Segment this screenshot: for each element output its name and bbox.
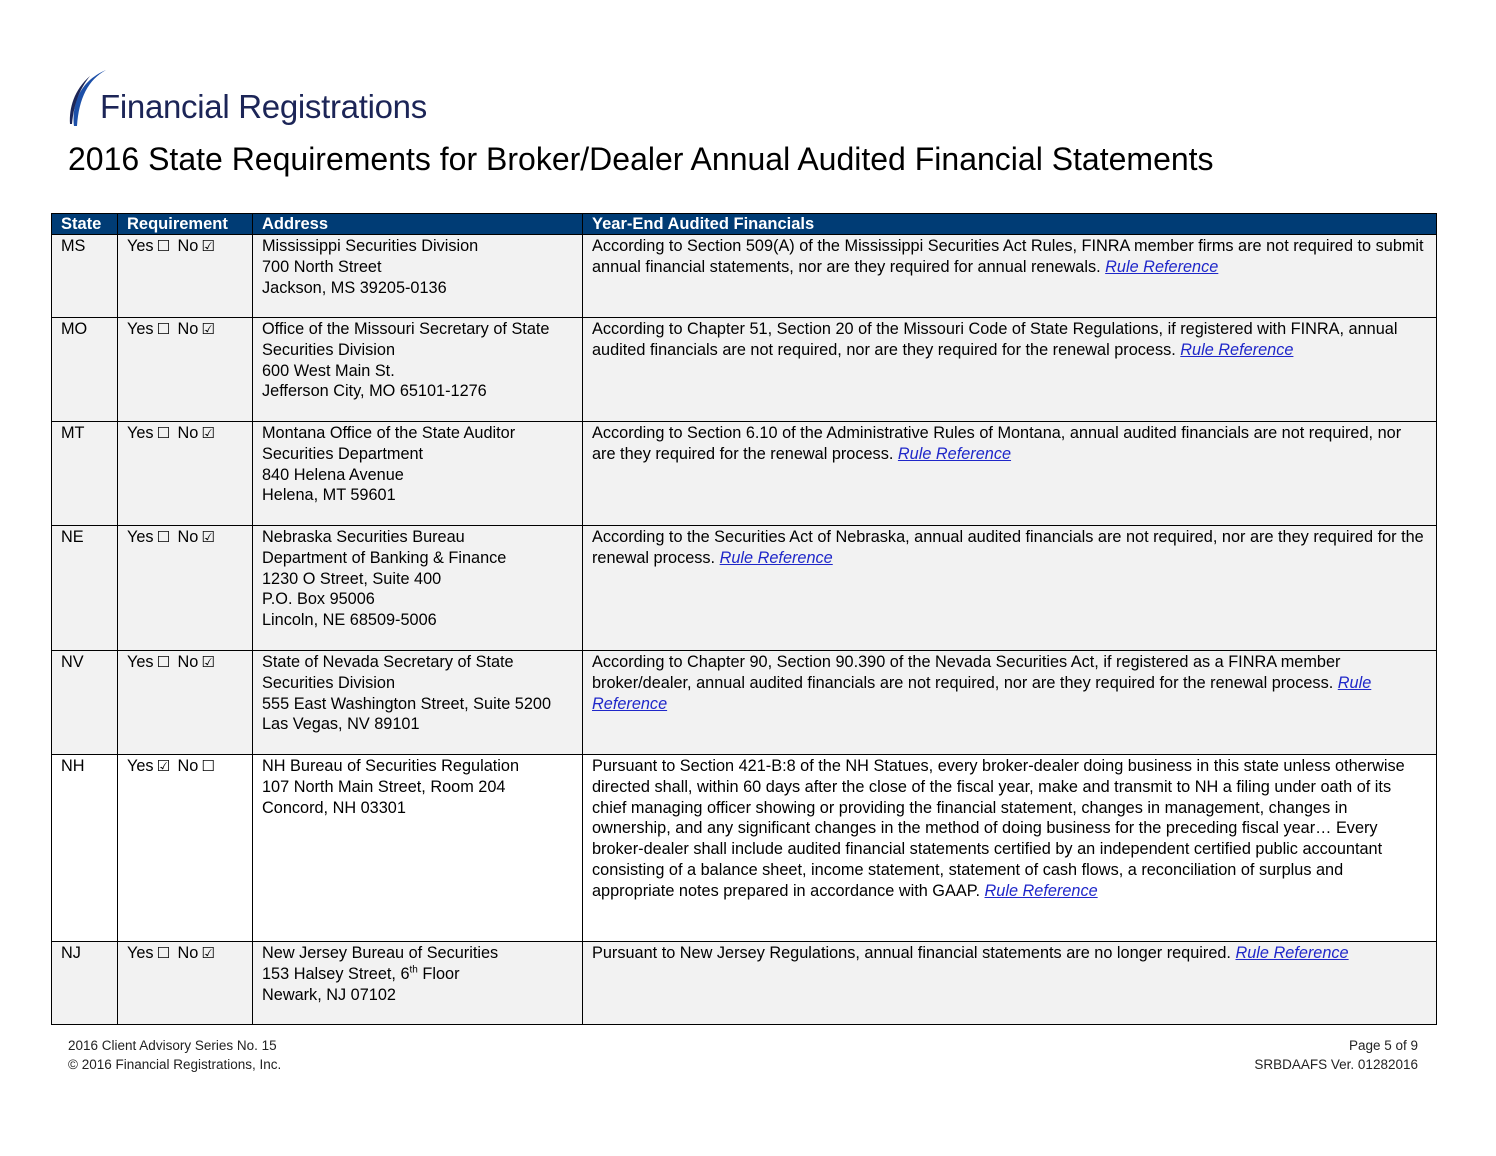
address-text: 700 North Street	[262, 257, 382, 276]
address-text: 840 Helena Avenue	[262, 465, 404, 484]
header-state: State	[52, 214, 118, 235]
address-text: Nebraska Securities Bureau	[262, 528, 465, 546]
table-row	[52, 422, 1437, 526]
address-line	[262, 361, 573, 382]
checked-box-icon: ☑	[201, 944, 215, 962]
yes-label: Yes	[127, 528, 154, 546]
address-line	[262, 527, 573, 548]
empty-box-icon: ☐	[201, 757, 215, 775]
cell-state: NV	[52, 651, 118, 755]
header-requirement: Requirement	[118, 214, 253, 235]
header-financials: Year-End Audited Financials	[583, 214, 1437, 235]
table-row	[52, 318, 1437, 422]
rule-reference-link[interactable]: Rule Reference	[897, 444, 1012, 463]
no-label: No	[177, 424, 199, 442]
address-text: Securities Division	[262, 673, 396, 692]
address-line	[262, 381, 573, 402]
checked-box-icon: ☑	[201, 653, 215, 671]
requirement-yes	[127, 424, 173, 442]
address-line	[262, 485, 573, 506]
document-version: SRBDAAFS Ver. 01282016	[1254, 1057, 1418, 1072]
yes-label: Yes	[127, 320, 154, 338]
address-line	[262, 423, 573, 444]
address-text: Jefferson City, MO 65101-1276	[262, 382, 487, 401]
address-line	[262, 652, 573, 673]
address-text: NH Bureau of Securities Regulation	[262, 757, 520, 775]
address-line	[262, 569, 573, 590]
empty-box-icon: ☐	[156, 424, 171, 442]
address-text: 1230 O Street, Suite 400	[262, 569, 442, 588]
address-line	[262, 236, 573, 257]
cell-financials	[583, 651, 1437, 755]
requirement-no	[178, 944, 218, 962]
address-line	[262, 673, 573, 694]
address-line	[262, 756, 573, 777]
empty-box-icon: ☐	[156, 237, 171, 255]
rule-reference-link[interactable]: Rule Reference	[1180, 340, 1294, 359]
address-line	[262, 798, 573, 819]
requirement-yes	[127, 237, 173, 255]
requirement-yes	[127, 653, 173, 671]
checked-box-icon: ☑	[201, 237, 215, 255]
address-text: Montana Office of the State Auditor	[262, 424, 516, 442]
address-text: Department of Banking & Finance	[262, 548, 507, 567]
header-address: Address	[253, 214, 583, 235]
address-line	[262, 964, 573, 985]
requirement-yes	[127, 757, 173, 775]
cell-address	[253, 235, 583, 318]
table-row	[52, 755, 1437, 942]
address-suffix: Floor	[417, 964, 460, 983]
financials-text: According to Chapter 51, Section 20 of the Missouri Code of State Regulations, if registered with FINRA, annual audited financials are not required, nor are they required for the renewal process.	[592, 320, 1398, 359]
cell-financials	[583, 526, 1437, 651]
checked-box-icon: ☑	[201, 320, 215, 338]
cell-address	[253, 318, 583, 422]
cell-address	[253, 942, 583, 1025]
address-line	[262, 257, 573, 278]
requirement-no	[178, 528, 218, 546]
address-text: 555 East Washington Street, Suite 5200	[262, 694, 552, 713]
empty-box-icon: ☐	[156, 320, 171, 338]
yes-label: Yes	[127, 237, 154, 255]
rule-reference-link[interactable]: Rule Reference	[984, 881, 1098, 900]
cell-address	[253, 526, 583, 651]
address-text: Securities Department	[262, 444, 424, 463]
requirement-no	[178, 424, 218, 442]
address-text: Las Vegas, NV 89101	[262, 715, 420, 734]
cell-requirement	[118, 526, 253, 651]
footer-series: 2016 Client Advisory Series No. 15	[68, 1038, 277, 1053]
requirement-no	[178, 237, 218, 255]
address-text: Helena, MT 59601	[262, 486, 396, 505]
yes-label: Yes	[127, 653, 154, 671]
financials-text: Pursuant to New Jersey Regulations, annual financial statements are no longer required.	[592, 944, 1231, 962]
cell-requirement	[118, 651, 253, 755]
requirement-no	[178, 757, 218, 775]
empty-box-icon: ☐	[156, 528, 171, 546]
cell-state: MT	[52, 422, 118, 526]
no-label: No	[177, 653, 199, 671]
footer-copyright: © 2016 Financial Registrations, Inc.	[68, 1057, 282, 1072]
address-line	[262, 548, 573, 569]
address-line	[262, 714, 573, 735]
address-line	[262, 444, 573, 465]
empty-box-icon: ☐	[156, 653, 171, 671]
rule-reference-link[interactable]: Rule Reference	[719, 548, 833, 567]
rule-reference-link[interactable]: Rule Reference	[1235, 944, 1349, 962]
rule-reference-link[interactable]: Rule Reference	[1105, 257, 1219, 276]
cell-requirement	[118, 422, 253, 526]
address-text: State of Nevada Secretary of State	[262, 653, 514, 671]
no-label: No	[177, 320, 199, 338]
address-line	[262, 589, 573, 610]
yes-label: Yes	[127, 757, 154, 775]
yes-label: Yes	[127, 424, 154, 442]
checked-box-icon: ☑	[156, 757, 171, 775]
cell-financials	[583, 422, 1437, 526]
address-text: 107 North Main Street, Room 204	[262, 777, 506, 796]
table-row	[52, 526, 1437, 651]
cell-state: NH	[52, 755, 118, 942]
cell-address	[253, 755, 583, 942]
address-line	[262, 694, 573, 715]
logo-text: Financial Registrations	[100, 88, 427, 125]
no-label: No	[177, 757, 199, 775]
cell-state: MS	[52, 235, 118, 318]
footer-right	[1254, 1036, 1418, 1074]
address-superscript: th	[409, 964, 418, 976]
footer-left	[68, 1036, 281, 1074]
table-row	[52, 235, 1437, 318]
yes-label: Yes	[127, 944, 154, 962]
address-line	[262, 340, 573, 361]
address-text: Office of the Missouri Secretary of State	[262, 320, 550, 338]
cell-address	[253, 422, 583, 526]
financials-text: According to Section 6.10 of the Administrative Rules of Montana, annual audited financials are not required, nor are they required for the renewal process.	[592, 424, 1402, 463]
address-line	[262, 278, 573, 299]
address-line	[262, 777, 573, 798]
cell-state: MO	[52, 318, 118, 422]
address-text: New Jersey Bureau of Securities	[262, 944, 499, 962]
financials-text: According to Section 509(A) of the Mississippi Securities Act Rules, FINRA member firms are not required to submit annual financial statements, nor are they required for annual renewals.	[592, 237, 1424, 276]
address-text: Mississippi Securities Division	[262, 237, 479, 255]
checked-box-icon: ☑	[201, 424, 215, 442]
address-text: Securities Division	[262, 340, 396, 359]
address-line	[262, 610, 573, 631]
financials-text: Pursuant to Section 421-B:8 of the NH Statues, every broker-dealer doing business in this state unless otherwise directed shall, within 60 days after the close of the fiscal year, make and transmit to NH a filing under oath of its chief managing officer showing or providing the financial statement, changes in management, changes in ownership, and any significant changes in the method of doing business for the preceding fiscal year… Every broker-dealer shall include audited financial statements certified by an independent certified public accountant consisting of a balance sheet, income statement, statement of cash flows, a reconciliation of surplus and appropriate notes prepared in accordance with GAAP.	[592, 757, 1405, 900]
table-header-row	[52, 214, 1437, 235]
cell-financials	[583, 942, 1437, 1025]
address-text: Concord, NH 03301	[262, 798, 406, 817]
cell-requirement	[118, 942, 253, 1025]
empty-box-icon: ☐	[156, 944, 171, 962]
cell-requirement	[118, 318, 253, 422]
table-row	[52, 651, 1437, 755]
address-line	[262, 319, 573, 340]
address-text: Lincoln, NE 68509-5006	[262, 611, 437, 630]
address-text: P.O. Box 95006	[262, 590, 375, 609]
address-line	[262, 465, 573, 486]
cell-requirement	[118, 755, 253, 942]
address-line	[262, 943, 573, 964]
cell-state: NJ	[52, 942, 118, 1025]
address-text: Newark, NJ 07102	[262, 985, 396, 1004]
financials-text: According to Chapter 90, Section 90.390 of the Nevada Securities Act, if registered as a FINRA member broker/dealer, annual audited financials are not required, nor are they required for the renewal process.	[592, 653, 1341, 692]
address-text: 153 Halsey Street, 6	[262, 964, 410, 983]
cell-financials	[583, 755, 1437, 942]
financials-text: According to the Securities Act of Nebraska, annual audited financials are not required, nor are they required for the renewal process.	[592, 528, 1424, 567]
requirement-yes	[127, 528, 173, 546]
page-title: 2016 State Requirements for Broker/Dealer Annual Audited Financial Statements	[68, 141, 1214, 177]
address-line	[262, 985, 573, 1006]
no-label: No	[177, 528, 199, 546]
no-label: No	[177, 237, 199, 255]
cell-requirement	[118, 235, 253, 318]
address-text: Jackson, MS 39205-0136	[262, 278, 447, 297]
checked-box-icon: ☑	[201, 528, 215, 546]
no-label: No	[177, 944, 199, 962]
cell-financials	[583, 235, 1437, 318]
requirements-table	[51, 213, 1437, 1025]
cell-financials	[583, 318, 1437, 422]
company-logo	[68, 68, 488, 130]
requirement-no	[178, 653, 218, 671]
requirement-yes	[127, 944, 173, 962]
cell-state: NE	[52, 526, 118, 651]
requirement-yes	[127, 320, 173, 338]
page-number: Page 5 of 9	[1348, 1038, 1418, 1053]
table-row	[52, 942, 1437, 1025]
rule-reference-link[interactable]: Rule Reference	[592, 673, 1372, 713]
requirement-no	[178, 320, 218, 338]
address-text: 600 West Main St.	[262, 361, 395, 380]
cell-address	[253, 651, 583, 755]
